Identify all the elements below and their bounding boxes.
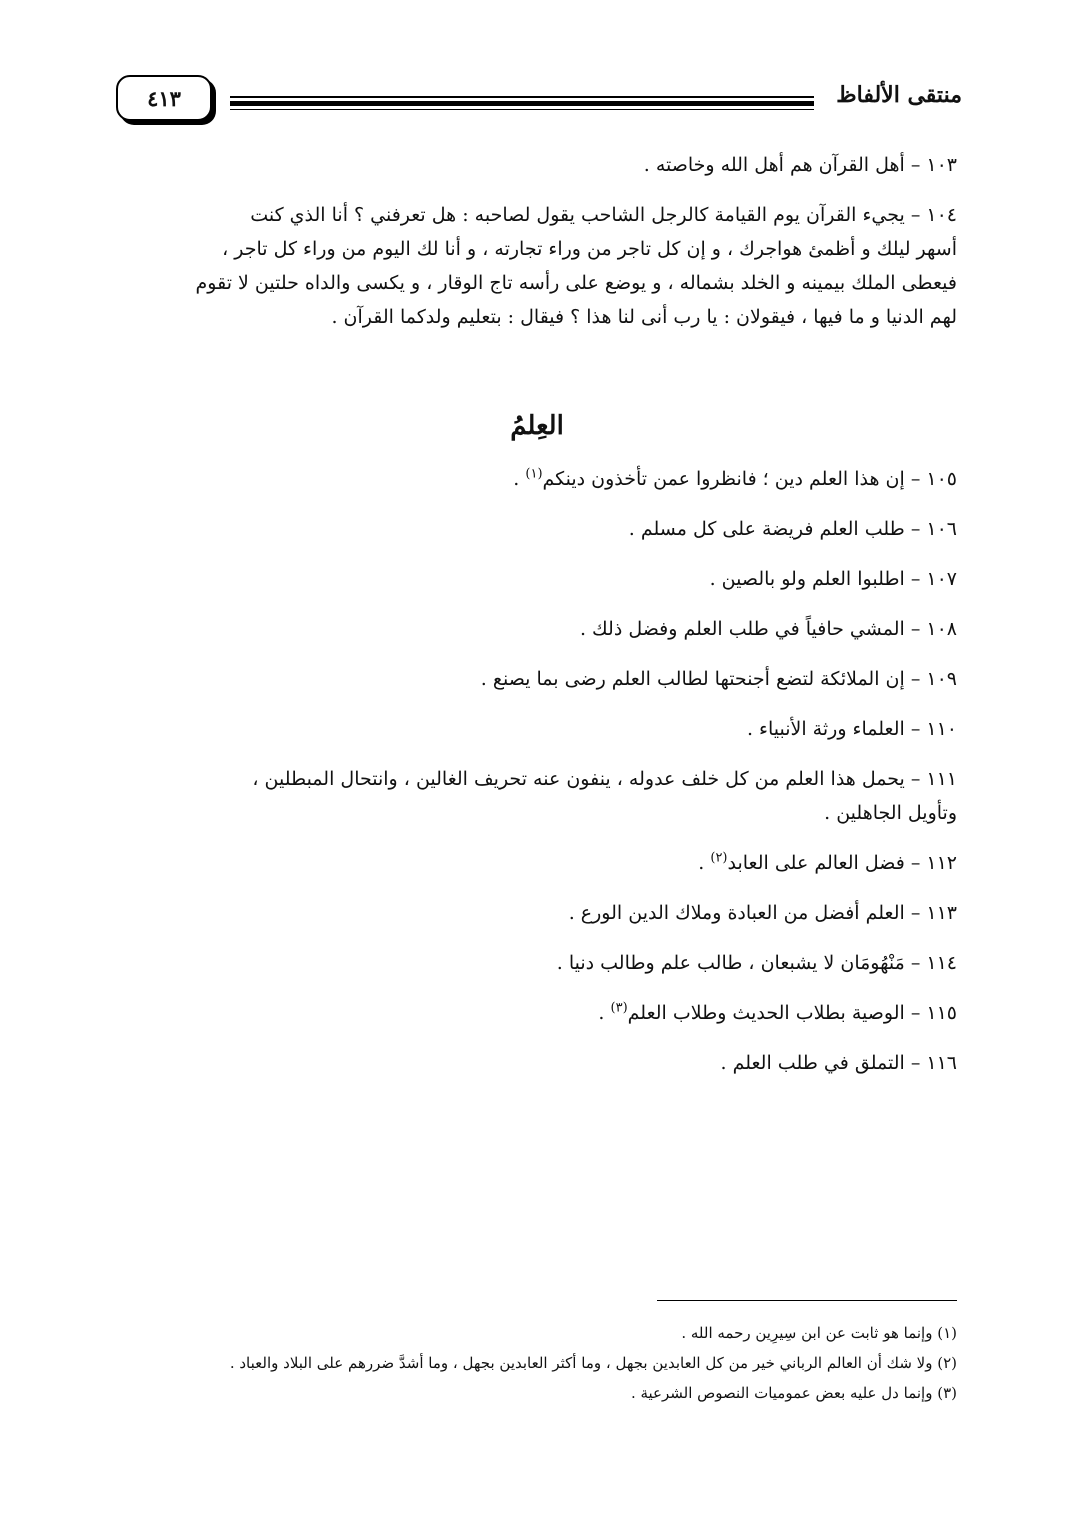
entry-number: ١١١ [926,768,957,790]
list-item: ١١٠ – العلماء ورثة الأنبياء . [746,718,957,740]
footnote-divider [657,1300,957,1301]
footnote-ref[interactable]: (٢) [710,850,728,866]
footnote-2: (٢) ولا شك أن العالم الرباني خير من كل العابدين بجهل ، وما أكثر العابدين بجهل ، وما أشدَّ ضررهم على البلاد والعباد . [229,1354,957,1372]
entry-number: ١١٠ [926,718,957,740]
footnote-ref[interactable]: (١) [525,466,543,482]
list-item: ١٠٥ – إن هذا العلم دين ؛ فانظروا عمن تأخذون دينكم$^{(١)}$ . [513,466,957,490]
footnote-1: (١) وإنما هو ثابت عن ابن سِيرِين رحمه الله . [681,1324,957,1342]
header-rule-hairline [230,109,814,110]
entry-104 [117,198,957,334]
list-item: ١١٢ – فضل العالم على العابد$^{(٢)}$ . [698,850,957,874]
entry-number: ١١٥ [926,1002,957,1024]
page-header [112,72,962,128]
footnote-3: (٣) وإنما دل عليه بعض عموميات النصوص الشرعية . [630,1384,957,1402]
entry-number: ١٠٣ [926,154,957,176]
entry-text: فضل العالم على العابد [727,852,905,874]
entry-line: ١١١ – يحمل هذا العلم من كل خلف عدوله ، ينفون عنه تحريف الغالين ، وانتحال المبطلين ، [252,768,957,790]
entry-number: ١٠٦ [926,518,957,540]
entry-number: ١٠٤ [926,204,957,226]
list-item: ١١٥ – الوصية بطلاب الحديث وطلاب العلم$^{(٣)}$ . [598,1000,957,1024]
entry-line: لهم الدنيا و ما فيها ، فيقولان : يا رب أنى لنا هذا ؟ فيقال : بتعليم ولدكما القرآن . [331,306,957,328]
page-body [117,148,957,1096]
entry-text: المشي حافياً في طلب العلم وفضل ذلك . [579,618,905,640]
entry-line: ١٠٤ – يجيء القرآن يوم القيامة كالرجل الشاحب يقول لصاحبه : هل تعرفني ؟ أنا الذي كنت [250,204,957,226]
entry-111 [117,762,957,830]
entry-text: طلب العلم فريضة على كل مسلم . [628,518,905,540]
entry-text: إن هذا العلم دين ؛ فانظروا عمن تأخذون دينكم [542,468,905,490]
entry-number: ١١٤ [926,952,957,974]
header-rule-thick [230,101,814,106]
entry-number: ١٠٧ [926,568,957,590]
entry-text: الوصية بطلاب الحديث وطلاب العلم [627,1002,905,1024]
list-item: ١٠٦ – طلب العلم فريضة على كل مسلم . [628,518,957,540]
list-item: ١١٦ – التملق في طلب العلم . [720,1052,957,1074]
page-number-box [116,75,212,121]
entry-number: ١١٢ [926,852,957,874]
entry-text: أهل القرآن هم أهل الله وخاصته . [643,154,905,176]
list-item: ١٠٧ – اطلبوا العلم ولو بالصين . [709,568,957,590]
entry-text: التملق في طلب العلم . [720,1052,905,1074]
entry-text: العلم أفضل من العبادة وملاك الدين الورع . [568,902,905,924]
entry-number: ١٠٥ [926,468,957,490]
footnote-ref[interactable]: (٣) [610,1000,628,1016]
running-title: منتقى الألفاظ [836,82,962,108]
entry-line: وتأويل الجاهلين . [824,802,957,824]
footnotes [117,1318,957,1408]
list-item: ١١٣ – العلم أفضل من العبادة وملاك الدين الورع . [568,902,957,924]
header-rule-thin [230,96,814,98]
entry-line: أسهر ليلك و أظمئ هواجرك ، و إن كل تاجر من وراء تجارته ، و أنا لك اليوم من وراء كل تاجر ، [222,238,957,260]
entry-text: العلماء ورثة الأنبياء . [746,718,905,740]
list-item: ١٠٣ – أهل القرآن هم أهل الله وخاصته . [643,154,957,176]
entry-number: ١١٦ [926,1052,957,1074]
entry-text: إن الملائكة لتضع أجنحتها لطالب العلم رضى بما يصنع . [480,668,905,690]
entry-text: اطلبوا العلم ولو بالصين . [709,568,905,590]
entry-text: مَنْهُومَان لا يشبعان ، طالب علم وطالب دنيا . [556,952,905,974]
page-number: ٤١٣ [147,85,181,111]
section-title: العِلمُ [510,411,564,441]
entry-number: ١٠٨ [926,618,957,640]
entry-line: فيعطى الملك بيمينه و الخلد بشماله ، و يوضع على رأسه تاج الوقار ، و يكسى والداه حلتين لا تقوم [195,272,957,294]
list-item: ١٠٨ – المشي حافياً في طلب العلم وفضل ذلك . [579,618,957,640]
list-item: ١٠٩ – إن الملائكة لتضع أجنحتها لطالب العلم رضى بما يصنع . [480,668,957,690]
entry-number: ١٠٩ [926,668,957,690]
entry-number: ١١٣ [926,902,957,924]
list-item: ١١٤ – مَنْهُومَان لا يشبعان ، طالب علم وطالب دنيا . [556,952,957,974]
